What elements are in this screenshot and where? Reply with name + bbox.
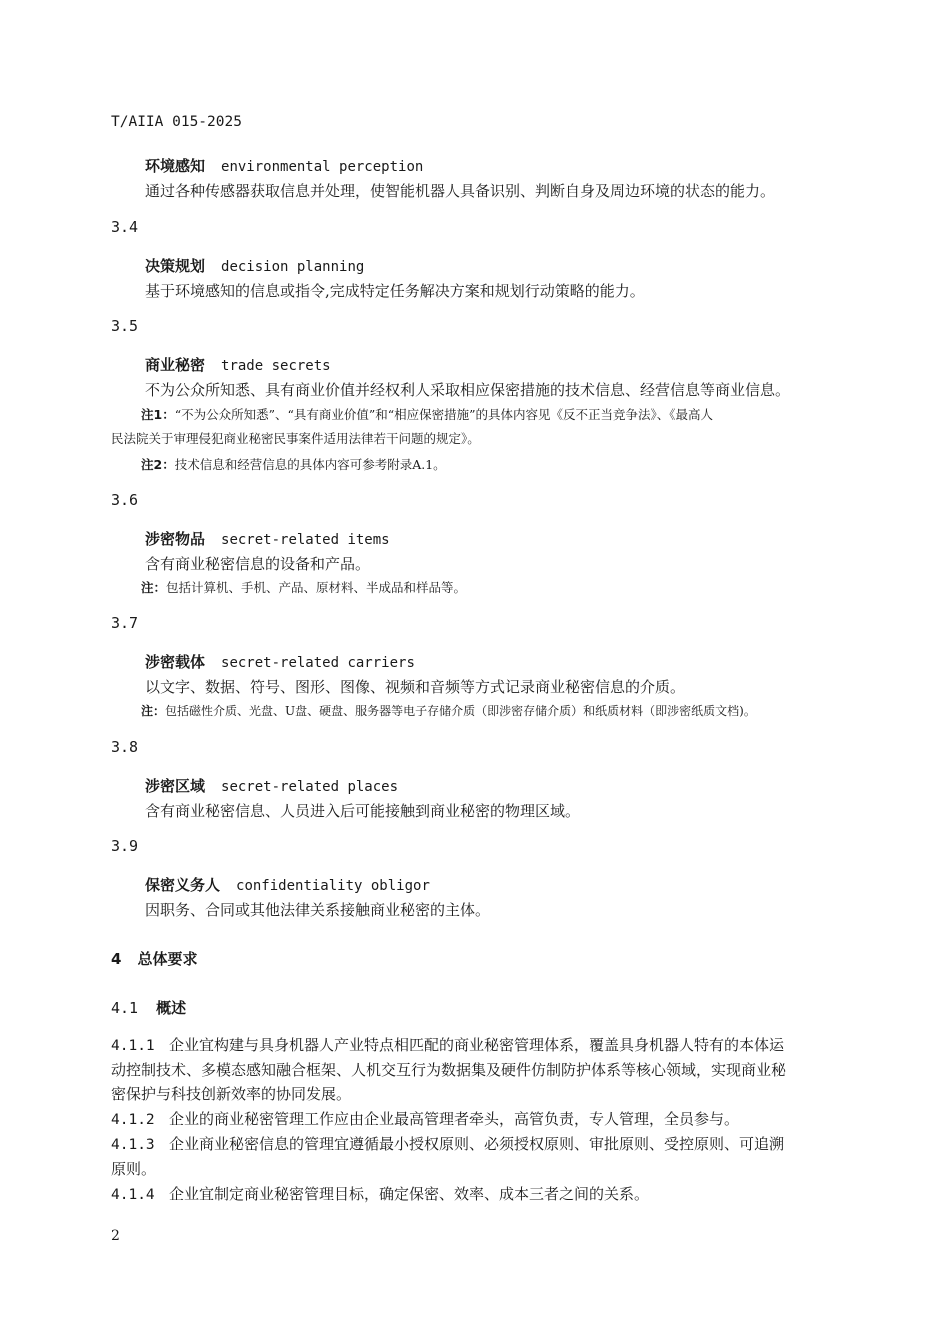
term-en: trade secrets: [221, 358, 331, 374]
term-number: 3.9: [111, 837, 139, 855]
term-en: secret-related carriers: [221, 655, 415, 671]
section-title: 概述: [156, 999, 187, 1017]
term-title-secret-related-places: [145, 775, 398, 796]
note-label: 注2：: [141, 457, 175, 472]
term-cn: 涉密区域: [145, 777, 206, 795]
term-en: environmental perception: [221, 159, 424, 175]
term-cn: 环境感知: [145, 157, 206, 175]
term-title-decision-planning: [145, 255, 364, 276]
clause-text: 原则。: [111, 1160, 157, 1178]
term-definition: 基于环境感知的信息或指令,完成特定任务解决方案和规划行动策略的能力。: [145, 282, 645, 300]
section-title: 总体要求: [137, 950, 198, 968]
clause-4-1-4: [111, 1182, 855, 1207]
term-number: 3.6: [111, 491, 139, 509]
term-definition: 含有商业秘密信息的设备和产品。: [145, 555, 371, 573]
term-number: 3.7: [111, 614, 139, 632]
term-title-secret-related-carriers: [145, 651, 415, 672]
clause-text: 企业的商业秘密管理工作应由企业最高管理者牵头，高管负责，专人管理，全员参与。: [169, 1110, 740, 1128]
term-definition: 以文字、数据、符号、图形、图像、视频和音频等方式记录商业秘密信息的介质。: [145, 678, 686, 696]
clause-4-1-1: [111, 1033, 855, 1106]
term-title-environmental-perception: [145, 155, 423, 176]
term-cn: 商业秘密: [145, 356, 206, 374]
term-definition: 不为公众所知悉、具有商业价值并经权利人采取相应保密措施的技术信息、经营信息等商业信息。: [145, 381, 791, 399]
note-label: 注：: [141, 580, 167, 595]
clause-4-1-3: [111, 1132, 855, 1181]
note-1: [141, 405, 713, 423]
note-1-continued: 民法院关于审理侵犯商业秘密民事案件适用法律若干问题的规定》。: [111, 431, 480, 446]
term-number: 3.5: [111, 317, 139, 335]
clause-text: 企业宜构建与具身机器人产业特点相匹配的商业秘密管理体系，覆盖具身机器人特有的本体运: [169, 1036, 785, 1054]
page-number: 2: [111, 1228, 120, 1244]
clause-text: 企业宜制定商业秘密管理目标，确定保密、效率、成本三者之间的关系。: [169, 1185, 650, 1203]
term-en: confidentiality obligor: [236, 878, 430, 894]
note-2: [141, 455, 446, 473]
term-number: 3.8: [111, 738, 139, 756]
clause-text: 动控制技术、多模态感知融合框架、人机交互行为数据集及硬件仿制防护体系等核心领域，实现商业秘: [111, 1061, 787, 1079]
term-en: decision planning: [221, 259, 365, 275]
section-number: 4.1: [111, 999, 139, 1017]
clause-number: 4.1.4: [111, 1187, 155, 1203]
clause-4-1-2: [111, 1107, 855, 1132]
section-heading-4: [111, 948, 197, 969]
term-title-trade-secrets: [145, 354, 331, 375]
clause-number: 4.1.2: [111, 1112, 155, 1128]
clause-number: 4.1.3: [111, 1137, 155, 1153]
note-label: 注：: [141, 704, 166, 718]
clause-number: 4.1.1: [111, 1038, 155, 1054]
note-text: 包括磁性介质、光盘、U盘、硬盘、服务器等电子存储介质（即涉密存储介质）和纸质材料（即涉密纸质文档)。: [165, 704, 756, 718]
clause-text: 企业商业秘密信息的管理宜遵循最小授权原则、必须授权原则、审批原则、受控原则、可追溯: [169, 1135, 785, 1153]
section-number: 4: [111, 950, 122, 968]
term-number: 3.4: [111, 218, 139, 236]
term-definition: 因职务、合同或其他法律关系接触商业秘密的主体。: [145, 901, 491, 919]
term-en: secret-related places: [221, 779, 399, 795]
note: [141, 578, 466, 596]
term-title-confidentiality-obligor: [145, 874, 430, 895]
term-cn: 涉密载体: [145, 653, 206, 671]
note-text: 包括计算机、手机、产品、原材料、半成品和样品等。: [166, 580, 467, 595]
note-text: “不为公众所知悉”、“具有商业价值”和“相应保密措施”的具体内容见《反不正当竞争法》、《最高人: [174, 407, 714, 422]
clause-text: 密保护与科技创新效率的协同发展。: [111, 1085, 352, 1103]
term-definition: 含有商业秘密信息、人员进入后可能接触到商业秘密的物理区域。: [145, 802, 581, 820]
section-heading-4-1: [111, 997, 186, 1018]
term-en: secret-related items: [221, 532, 390, 548]
term-title-secret-related-items: [145, 528, 390, 549]
document-code: T/AIIA 015-2025: [111, 114, 242, 130]
note: [141, 702, 756, 719]
term-cn: 决策规划: [145, 257, 206, 275]
term-definition: 通过各种传感器获取信息并处理，使智能机器人具备识别、判断自身及周边环境的状态的能力。: [145, 182, 776, 200]
note-text: 技术信息和经营信息的具体内容可参考附录A.1。: [174, 457, 446, 472]
note-label: 注1：: [141, 407, 175, 422]
term-cn: 涉密物品: [145, 530, 206, 548]
term-cn: 保密义务人: [145, 876, 221, 894]
